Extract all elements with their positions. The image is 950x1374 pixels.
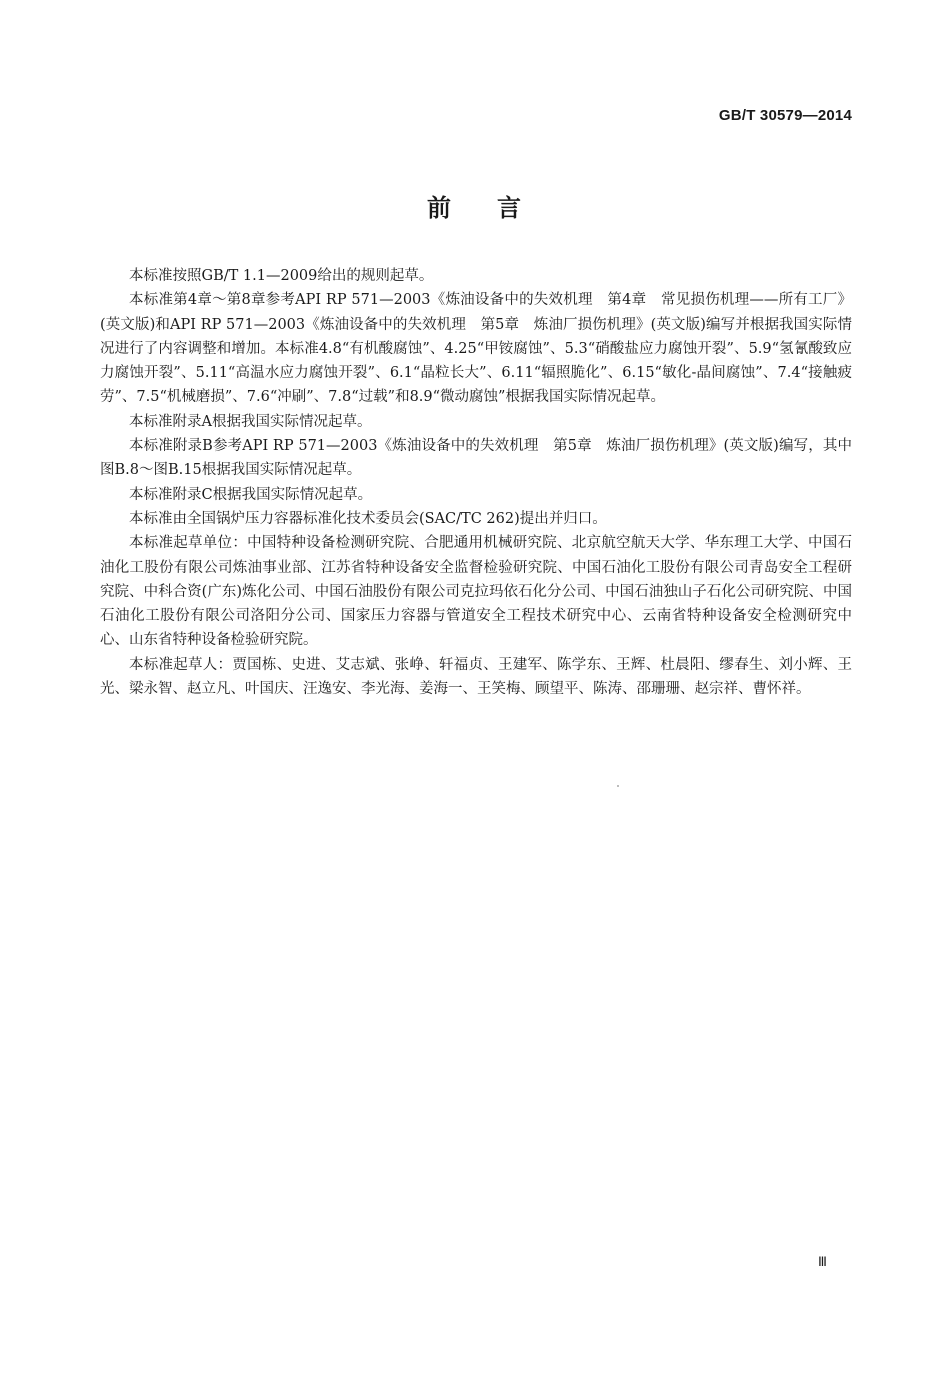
standard-number: GB/T 30579—2014 [718, 107, 852, 124]
foreword-body [100, 264, 852, 701]
paragraph-annex-c: 本标准附录C根据我国实际情况起草。 [129, 486, 373, 503]
paragraph-references: 本标准第4章～第8章参考API RP 571—2003《炼油设备中的失效机理 第4章 常见损伤机理——所有工厂》(英文版)和API RP 571—2003《炼油设备中的失效机理 第5章 炼油厂损伤机理》(英文版)编写并根据我国实际情况进行了内容调整和增加。本标准4.8“有机酸腐蚀”、4.25“甲铵腐蚀”、5.3“硝酸盐应力腐蚀开裂”、5.9“氢氰酸致应力腐蚀开裂”、5.11“高温水应力腐蚀开裂”、6.1“晶粒长大”、6.11“辐照脆化”、6.15“敏化-晶间腐蚀”、7.4“接触疲劳”、7.5“机械磨损”、7.6“冲刷”、7.8“过载”和8.9“微动腐蚀”根据我国实际情况起草。 [100, 292, 852, 406]
paragraph-drafters: 本标准起草人：贾国栋、史进、艾志斌、张峥、轩福贞、王建军、陈学东、王辉、杜晨阳、缪春生、刘小辉、王光、梁永智、赵立凡、叶国庆、汪逸安、李光海、姜海一、王笑梅、顾望平、陈涛、邵珊珊、赵宗祥、曹怀祥。 [100, 656, 852, 698]
page-title [0, 192, 950, 224]
title-char-2: 言 [497, 194, 523, 222]
paragraph-annex-a: 本标准附录A根据我国实际情况起草。 [129, 413, 372, 430]
scan-speck [617, 785, 619, 787]
paragraph-annex-b: 本标准附录B参考API RP 571—2003《炼油设备中的失效机理 第5章 炼油厂损伤机理》(英文版)编写，其中图B.8～图B.15根据我国实际情况起草。 [100, 438, 852, 479]
page-number: Ⅲ [818, 1254, 827, 1269]
title-char-1: 前 [427, 194, 453, 222]
paragraph-drafting-rules: 本标准按照GB/T 1.1—2009给出的规则起草。 [129, 268, 434, 284]
paragraph-committee: 本标准由全国锅炉压力容器标准化技术委员会(SAC/TC 262)提出并归口。 [129, 510, 607, 527]
paragraph-drafting-units: 本标准起草单位：中国特种设备检测研究院、合肥通用机械研究院、北京航空航天大学、华东理工大学、中国石油化工股份有限公司炼油事业部、江苏省特种设备安全监督检验研究院、中国石油化工股份有限公司青岛安全工程研究院、中科合资(广东)炼化公司、中国石油股份有限公司克拉玛依石化分公司、中国石油独山子石化公司研究院、中国石油化工股份有限公司洛阳分公司、国家压力容器与管道安全工程技术研究中心、云南省特种设备安全检测研究中心、山东省特种设备检验研究院。 [100, 535, 852, 649]
